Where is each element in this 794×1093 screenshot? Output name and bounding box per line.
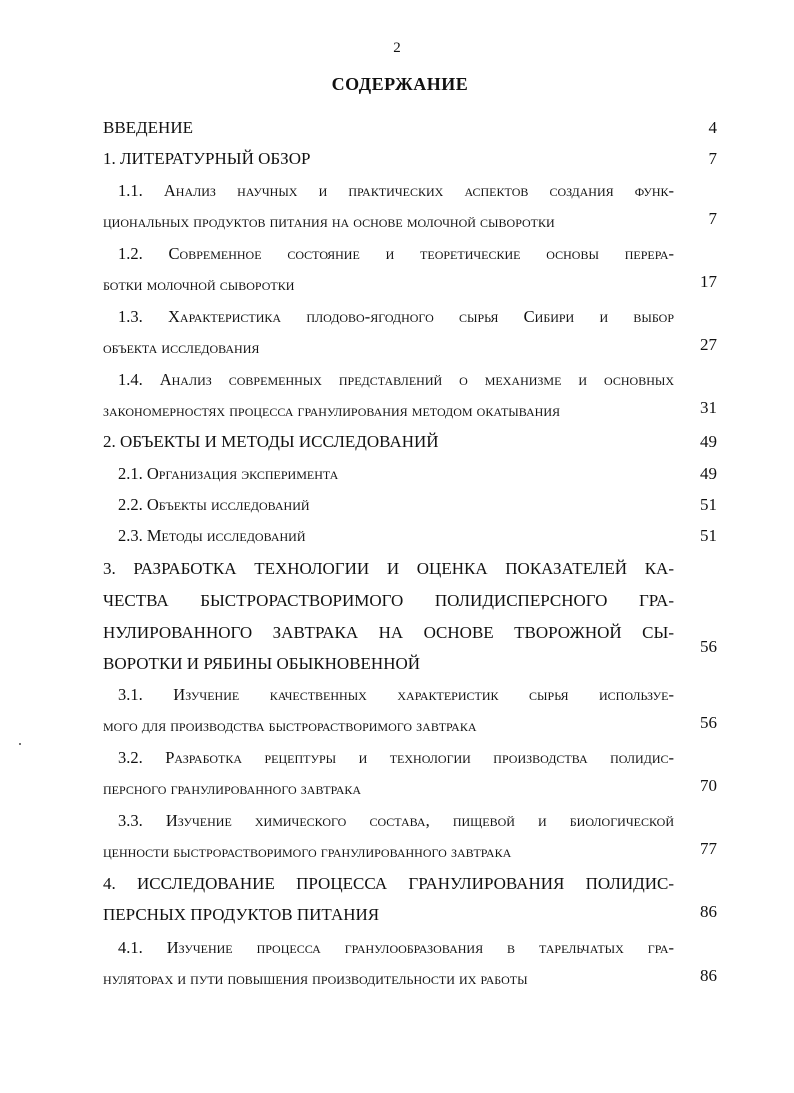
toc-entry-text: НУЛИРОВАННОГО ЗАВТРАКА НА ОСНОВЕ ТВОРОЖНОЙ СЫ- — [103, 623, 674, 642]
toc-entry-text: циональных продуктов питания на основе молочной сыворотки — [103, 212, 555, 231]
toc-page-number: 7 — [708, 149, 717, 168]
toc-entry-text: 3.2. Разработка рецептуры и технологии производства полидис- — [118, 748, 674, 767]
toc-entry-text: нуляторах и пути повышения производительности их работы — [103, 969, 528, 988]
toc-entry-text: ботки молочной сыворотки — [103, 275, 295, 294]
toc-entry-text: 3.3. Изучение химического состава, пищевой и биологической — [118, 811, 674, 830]
toc-page-number: 77 — [700, 839, 717, 858]
toc-entry-text: 1.4. Анализ современных представлений о механизме и основных — [118, 370, 674, 389]
toc-entry-text: 2.3. Методы исследований — [118, 526, 306, 545]
toc-entry-text: ВВЕДЕНИЕ — [103, 118, 193, 137]
toc-entry-text: ЧЕСТВА БЫСТРОРАСТВОРИМОГО ПОЛИДИСПЕРСНОГО ГРА- — [103, 591, 674, 610]
toc-page-number: 51 — [700, 495, 717, 514]
toc-page-number: 49 — [700, 432, 717, 451]
toc-page-number: 51 — [700, 526, 717, 545]
toc-entry-text: 4. ИССЛЕДОВАНИЕ ПРОЦЕССА ГРАНУЛИРОВАНИЯ ПОЛИДИС- — [103, 874, 674, 893]
toc-page-number: 56 — [700, 713, 717, 732]
scan-speck — [19, 743, 21, 745]
toc-page-number: 17 — [700, 272, 717, 291]
toc-entry-text: ценности быстрорастворимого гранулированного завтрака — [103, 842, 512, 861]
toc-entry-text: мого для производства быстрорастворимого завтрака — [103, 716, 477, 735]
toc-page-number: 86 — [700, 966, 717, 985]
toc-page-number: 4 — [708, 118, 717, 137]
toc-page-number: 49 — [700, 464, 717, 483]
toc-entry-text: ВОРОТКИ И РЯБИНЫ ОБЫКНОВЕННОЙ — [103, 654, 421, 673]
toc-entry-text: 1.1. Анализ научных и практических аспектов создания функ- — [118, 181, 674, 200]
toc-entry-text: закономерностях процесса гранулирования методом окатывания — [103, 401, 560, 420]
toc-entry-text: 3. РАЗРАБОТКА ТЕХНОЛОГИИ И ОЦЕНКА ПОКАЗАТЕЛЕЙ КА- — [103, 559, 674, 578]
toc-entry-text: 2.1. Организация эксперимента — [118, 464, 339, 483]
toc-entry-text: 2. ОБЪЕКТЫ И МЕТОДЫ ИССЛЕДОВАНИЙ — [103, 432, 439, 451]
toc-entry-text: 4.1. Изучение процесса гранулообразования в тарельчатых гра- — [118, 938, 674, 957]
toc-entry-text: 3.1. Изучение качественных характеристик сырья используе- — [118, 685, 674, 704]
toc-page-number: 70 — [700, 776, 717, 795]
toc-page-number: 56 — [700, 637, 717, 656]
toc-entry-text: 1.2. Современное состояние и теоретические основы перера- — [118, 244, 674, 263]
toc-entry-text: 1.3. Характеристика плодово-ягодного сырья Сибири и выбор — [118, 307, 674, 326]
page-title: СОДЕРЖАНИЕ — [331, 74, 469, 94]
toc-entry-text: ПЕРСНЫХ ПРОДУКТОВ ПИТАНИЯ — [103, 905, 380, 924]
toc-page-number: 7 — [708, 209, 717, 228]
page-number: 2 — [393, 40, 401, 56]
toc-page-number: 27 — [700, 335, 717, 354]
toc-page-number: 31 — [700, 398, 717, 417]
toc-entry-text: 1. ЛИТЕРАТУРНЫЙ ОБЗОР — [103, 149, 311, 168]
toc-page-number: 86 — [700, 902, 717, 921]
toc-entry-text: объекта исследования — [103, 338, 260, 357]
toc-entry-text: 2.2. Объекты исследований — [118, 495, 310, 514]
toc-entry-text: персного гранулированного завтрака — [103, 779, 362, 798]
